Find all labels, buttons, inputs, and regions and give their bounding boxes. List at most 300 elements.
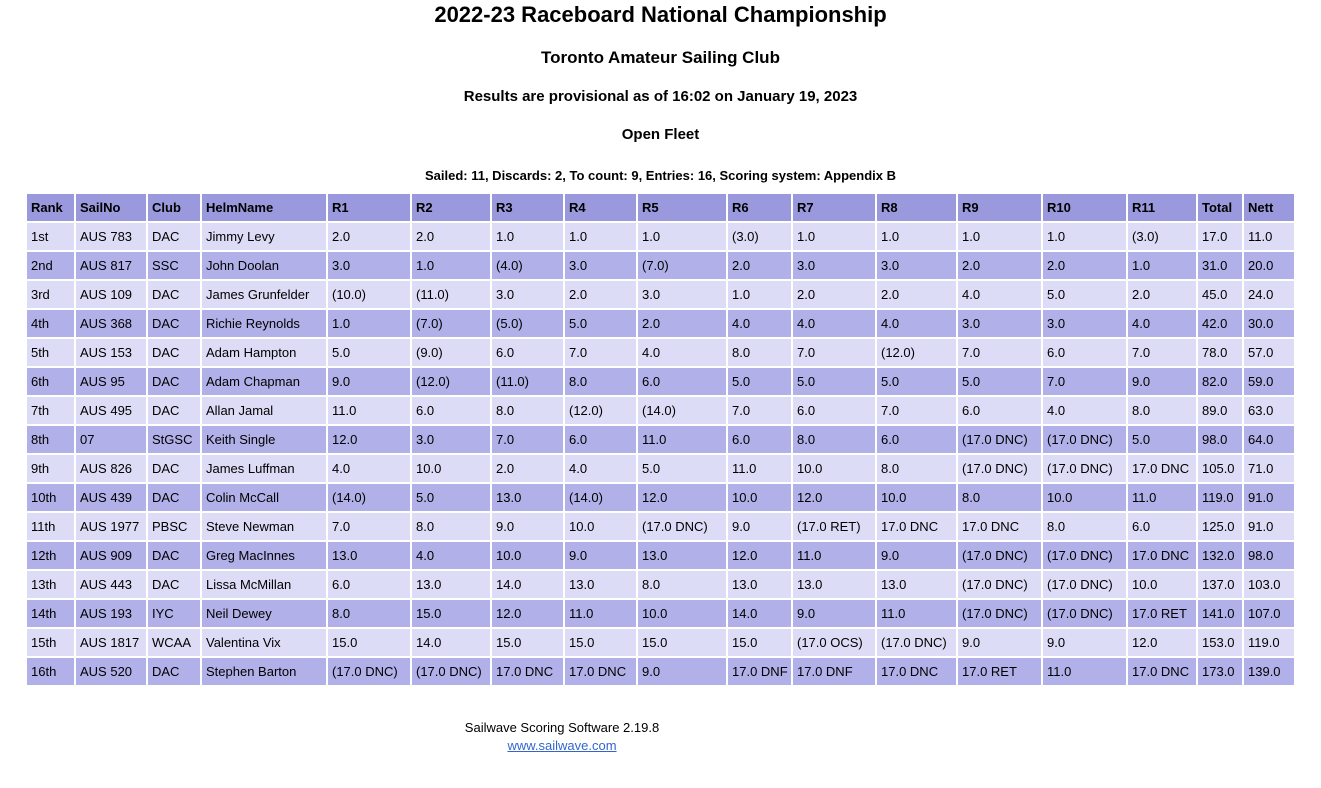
cell-r2: 5.0 — [412, 484, 490, 511]
cell-r9: 17.0 DNC — [958, 513, 1041, 540]
cell-r8: 6.0 — [877, 426, 956, 453]
cell-total: 153.0 — [1198, 629, 1242, 656]
cell-r7: 9.0 — [793, 600, 875, 627]
cell-r5: 12.0 — [638, 484, 726, 511]
cell-rank: 14th — [27, 600, 74, 627]
provisional-note: Results are provisional as of 16:02 on January 19, 2023 — [463, 88, 858, 105]
page-title: 2022-23 Raceboard National Championship — [434, 2, 887, 27]
cell-nett: 57.0 — [1244, 339, 1294, 366]
cell-total: 125.0 — [1198, 513, 1242, 540]
cell-helmname: Allan Jamal — [202, 397, 326, 424]
cell-sailno: 07 — [76, 426, 146, 453]
cell-r11: 1.0 — [1128, 252, 1196, 279]
cell-total: 45.0 — [1198, 281, 1242, 308]
cell-r2: (9.0) — [412, 339, 490, 366]
software-credit: Sailwave Scoring Software 2.19.8 — [464, 720, 660, 735]
cell-club: DAC — [148, 368, 200, 395]
cell-r4: 3.0 — [565, 252, 636, 279]
cell-r11: 2.0 — [1128, 281, 1196, 308]
column-header-r5: R5 — [638, 194, 726, 221]
cell-r8: 10.0 — [877, 484, 956, 511]
cell-total: 141.0 — [1198, 600, 1242, 627]
cell-r10: 1.0 — [1043, 223, 1126, 250]
cell-r3: 9.0 — [492, 513, 563, 540]
table-row — [27, 600, 1294, 627]
cell-r1: 2.0 — [328, 223, 410, 250]
cell-nett: 71.0 — [1244, 455, 1294, 482]
cell-club: DAC — [148, 310, 200, 337]
cell-helmname: Adam Hampton — [202, 339, 326, 366]
table-row — [27, 368, 1294, 395]
cell-sailno: AUS 1977 — [76, 513, 146, 540]
cell-r3: 8.0 — [492, 397, 563, 424]
cell-r7: 10.0 — [793, 455, 875, 482]
cell-r6: 15.0 — [728, 629, 791, 656]
cell-r2: (11.0) — [412, 281, 490, 308]
cell-helmname: Adam Chapman — [202, 368, 326, 395]
cell-r5: 13.0 — [638, 542, 726, 569]
cell-club: IYC — [148, 600, 200, 627]
cell-r8: 13.0 — [877, 571, 956, 598]
cell-helmname: Neil Dewey — [202, 600, 326, 627]
cell-r5: 10.0 — [638, 600, 726, 627]
cell-club: PBSC — [148, 513, 200, 540]
cell-r10: 8.0 — [1043, 513, 1126, 540]
cell-r7: 12.0 — [793, 484, 875, 511]
cell-r3: 15.0 — [492, 629, 563, 656]
results-table — [25, 192, 1296, 687]
cell-r6: 11.0 — [728, 455, 791, 482]
cell-total: 89.0 — [1198, 397, 1242, 424]
cell-r3: 17.0 DNC — [492, 658, 563, 685]
column-header-r9: R9 — [958, 194, 1041, 221]
cell-r6: (3.0) — [728, 223, 791, 250]
cell-r8: 11.0 — [877, 600, 956, 627]
cell-r11: 9.0 — [1128, 368, 1196, 395]
cell-r8: 9.0 — [877, 542, 956, 569]
cell-r10: 9.0 — [1043, 629, 1126, 656]
cell-nett: 59.0 — [1244, 368, 1294, 395]
cell-r6: 9.0 — [728, 513, 791, 540]
cell-club: DAC — [148, 223, 200, 250]
footer — [0, 719, 1124, 755]
table-row — [27, 542, 1294, 569]
cell-r7: 13.0 — [793, 571, 875, 598]
cell-r4: 1.0 — [565, 223, 636, 250]
cell-total: 31.0 — [1198, 252, 1242, 279]
cell-r2: (7.0) — [412, 310, 490, 337]
cell-r10: 10.0 — [1043, 484, 1126, 511]
cell-r10: (17.0 DNC) — [1043, 455, 1126, 482]
cell-r1: 9.0 — [328, 368, 410, 395]
cell-r5: (7.0) — [638, 252, 726, 279]
cell-r5: (17.0 DNC) — [638, 513, 726, 540]
table-body — [27, 223, 1294, 685]
cell-r10: 7.0 — [1043, 368, 1126, 395]
column-header-helmname: HelmName — [202, 194, 326, 221]
cell-r11: 6.0 — [1128, 513, 1196, 540]
cell-r11: 17.0 DNC — [1128, 455, 1196, 482]
cell-r9: (17.0 DNC) — [958, 455, 1041, 482]
cell-helmname: Richie Reynolds — [202, 310, 326, 337]
cell-r8: 17.0 DNC — [877, 658, 956, 685]
cell-helmname: James Luffman — [202, 455, 326, 482]
cell-r8: 7.0 — [877, 397, 956, 424]
cell-r8: (17.0 DNC) — [877, 629, 956, 656]
cell-r3: 1.0 — [492, 223, 563, 250]
cell-r11: 17.0 DNC — [1128, 658, 1196, 685]
column-header-total: Total — [1198, 194, 1242, 221]
cell-r6: 8.0 — [728, 339, 791, 366]
column-header-r7: R7 — [793, 194, 875, 221]
cell-r8: 3.0 — [877, 252, 956, 279]
cell-r5: (14.0) — [638, 397, 726, 424]
cell-r9: 8.0 — [958, 484, 1041, 511]
cell-r3: 6.0 — [492, 339, 563, 366]
cell-r4: (12.0) — [565, 397, 636, 424]
column-header-r10: R10 — [1043, 194, 1126, 221]
cell-rank: 16th — [27, 658, 74, 685]
cell-r6: 13.0 — [728, 571, 791, 598]
cell-nett: 64.0 — [1244, 426, 1294, 453]
cell-r9: 1.0 — [958, 223, 1041, 250]
cell-total: 17.0 — [1198, 223, 1242, 250]
cell-r1: 13.0 — [328, 542, 410, 569]
cell-r1: 7.0 — [328, 513, 410, 540]
cell-total: 137.0 — [1198, 571, 1242, 598]
cell-r4: 11.0 — [565, 600, 636, 627]
cell-sailno: AUS 109 — [76, 281, 146, 308]
cell-r9: (17.0 DNC) — [958, 600, 1041, 627]
cell-rank: 9th — [27, 455, 74, 482]
cell-r4: 17.0 DNC — [565, 658, 636, 685]
cell-rank: 3rd — [27, 281, 74, 308]
cell-nett: 139.0 — [1244, 658, 1294, 685]
cell-r9: 6.0 — [958, 397, 1041, 424]
cell-nett: 20.0 — [1244, 252, 1294, 279]
cell-r1: 11.0 — [328, 397, 410, 424]
cell-r11: 17.0 RET — [1128, 600, 1196, 627]
cell-total: 98.0 — [1198, 426, 1242, 453]
cell-r8: 17.0 DNC — [877, 513, 956, 540]
cell-helmname: Keith Single — [202, 426, 326, 453]
cell-r3: 3.0 — [492, 281, 563, 308]
cell-r6: 2.0 — [728, 252, 791, 279]
cell-r3: (4.0) — [492, 252, 563, 279]
cell-r4: 2.0 — [565, 281, 636, 308]
cell-r7: 7.0 — [793, 339, 875, 366]
table-row — [27, 426, 1294, 453]
cell-r6: 17.0 DNF — [728, 658, 791, 685]
cell-r8: 1.0 — [877, 223, 956, 250]
cell-r2: (17.0 DNC) — [412, 658, 490, 685]
cell-r9: (17.0 DNC) — [958, 542, 1041, 569]
cell-club: DAC — [148, 281, 200, 308]
cell-total: 132.0 — [1198, 542, 1242, 569]
cell-nett: 103.0 — [1244, 571, 1294, 598]
table-row — [27, 281, 1294, 308]
cell-r10: 4.0 — [1043, 397, 1126, 424]
cell-r7: 4.0 — [793, 310, 875, 337]
cell-r4: 10.0 — [565, 513, 636, 540]
cell-sailno: AUS 443 — [76, 571, 146, 598]
cell-rank: 15th — [27, 629, 74, 656]
cell-sailno: AUS 439 — [76, 484, 146, 511]
cell-r1: 3.0 — [328, 252, 410, 279]
cell-r1: 8.0 — [328, 600, 410, 627]
cell-r11: 7.0 — [1128, 339, 1196, 366]
cell-total: 42.0 — [1198, 310, 1242, 337]
column-header-r1: R1 — [328, 194, 410, 221]
cell-r3: 14.0 — [492, 571, 563, 598]
cell-rank: 1st — [27, 223, 74, 250]
column-header-r11: R11 — [1128, 194, 1196, 221]
cell-total: 82.0 — [1198, 368, 1242, 395]
cell-r8: 4.0 — [877, 310, 956, 337]
cell-r1: 15.0 — [328, 629, 410, 656]
cell-r5: 2.0 — [638, 310, 726, 337]
column-header-rank: Rank — [27, 194, 74, 221]
cell-rank: 4th — [27, 310, 74, 337]
cell-r5: 15.0 — [638, 629, 726, 656]
cell-r1: 1.0 — [328, 310, 410, 337]
cell-sailno: AUS 826 — [76, 455, 146, 482]
cell-r10: (17.0 DNC) — [1043, 542, 1126, 569]
cell-sailno: AUS 909 — [76, 542, 146, 569]
cell-r8: 8.0 — [877, 455, 956, 482]
column-header-sailno: SailNo — [76, 194, 146, 221]
cell-nett: 98.0 — [1244, 542, 1294, 569]
column-header-club: Club — [148, 194, 200, 221]
cell-r7: (17.0 RET) — [793, 513, 875, 540]
cell-r2: 2.0 — [412, 223, 490, 250]
cell-r8: 2.0 — [877, 281, 956, 308]
cell-r4: 8.0 — [565, 368, 636, 395]
cell-r1: 5.0 — [328, 339, 410, 366]
cell-r1: 4.0 — [328, 455, 410, 482]
cell-r8: (12.0) — [877, 339, 956, 366]
cell-club: WCAA — [148, 629, 200, 656]
club-name: Toronto Amateur Sailing Club — [541, 48, 780, 67]
cell-sailno: AUS 495 — [76, 397, 146, 424]
cell-r8: 5.0 — [877, 368, 956, 395]
cell-r4: 9.0 — [565, 542, 636, 569]
cell-r9: 9.0 — [958, 629, 1041, 656]
cell-r5: 4.0 — [638, 339, 726, 366]
cell-r2: 1.0 — [412, 252, 490, 279]
cell-r2: 4.0 — [412, 542, 490, 569]
cell-club: DAC — [148, 658, 200, 685]
cell-club: StGSC — [148, 426, 200, 453]
cell-sailno: AUS 95 — [76, 368, 146, 395]
table-row — [27, 252, 1294, 279]
cell-r3: 13.0 — [492, 484, 563, 511]
cell-r2: 10.0 — [412, 455, 490, 482]
cell-r2: 8.0 — [412, 513, 490, 540]
cell-r2: 14.0 — [412, 629, 490, 656]
cell-helmname: Steve Newman — [202, 513, 326, 540]
cell-r7: 11.0 — [793, 542, 875, 569]
cell-r10: (17.0 DNC) — [1043, 600, 1126, 627]
cell-total: 78.0 — [1198, 339, 1242, 366]
cell-r9: 3.0 — [958, 310, 1041, 337]
cell-nett: 63.0 — [1244, 397, 1294, 424]
cell-r1: 6.0 — [328, 571, 410, 598]
cell-r4: 13.0 — [565, 571, 636, 598]
cell-rank: 12th — [27, 542, 74, 569]
cell-nett: 91.0 — [1244, 513, 1294, 540]
cell-r7: 8.0 — [793, 426, 875, 453]
cell-r7: 3.0 — [793, 252, 875, 279]
cell-rank: 6th — [27, 368, 74, 395]
cell-nett: 24.0 — [1244, 281, 1294, 308]
cell-club: SSC — [148, 252, 200, 279]
cell-r9: 2.0 — [958, 252, 1041, 279]
cell-r9: 17.0 RET — [958, 658, 1041, 685]
cell-r5: 5.0 — [638, 455, 726, 482]
cell-r6: 1.0 — [728, 281, 791, 308]
cell-club: DAC — [148, 455, 200, 482]
cell-sailno: AUS 817 — [76, 252, 146, 279]
cell-r10: 2.0 — [1043, 252, 1126, 279]
column-header-r3: R3 — [492, 194, 563, 221]
cell-rank: 2nd — [27, 252, 74, 279]
page-header — [0, 2, 1321, 184]
cell-r9: 4.0 — [958, 281, 1041, 308]
cell-nett: 119.0 — [1244, 629, 1294, 656]
table-row — [27, 484, 1294, 511]
column-header-r4: R4 — [565, 194, 636, 221]
cell-r1: (10.0) — [328, 281, 410, 308]
cell-r5: 8.0 — [638, 571, 726, 598]
cell-r5: 11.0 — [638, 426, 726, 453]
cell-r6: 7.0 — [728, 397, 791, 424]
cell-r2: 13.0 — [412, 571, 490, 598]
cell-helmname: Stephen Barton — [202, 658, 326, 685]
cell-rank: 8th — [27, 426, 74, 453]
cell-r2: 15.0 — [412, 600, 490, 627]
cell-r3: 7.0 — [492, 426, 563, 453]
cell-sailno: AUS 1817 — [76, 629, 146, 656]
cell-total: 105.0 — [1198, 455, 1242, 482]
cell-r3: (11.0) — [492, 368, 563, 395]
cell-r10: (17.0 DNC) — [1043, 571, 1126, 598]
cell-r11: 8.0 — [1128, 397, 1196, 424]
cell-nett: 30.0 — [1244, 310, 1294, 337]
cell-r3: 12.0 — [492, 600, 563, 627]
cell-r7: 2.0 — [793, 281, 875, 308]
cell-r5: 6.0 — [638, 368, 726, 395]
cell-r10: 5.0 — [1043, 281, 1126, 308]
cell-r10: (17.0 DNC) — [1043, 426, 1126, 453]
cell-r9: (17.0 DNC) — [958, 426, 1041, 453]
column-header-nett: Nett — [1244, 194, 1294, 221]
column-header-r6: R6 — [728, 194, 791, 221]
cell-r11: 11.0 — [1128, 484, 1196, 511]
cell-r10: 11.0 — [1043, 658, 1126, 685]
cell-rank: 7th — [27, 397, 74, 424]
cell-r9: 7.0 — [958, 339, 1041, 366]
cell-helmname: Lissa McMillan — [202, 571, 326, 598]
cell-club: DAC — [148, 571, 200, 598]
cell-nett: 107.0 — [1244, 600, 1294, 627]
cell-r11: (3.0) — [1128, 223, 1196, 250]
table-row — [27, 571, 1294, 598]
cell-r11: 4.0 — [1128, 310, 1196, 337]
fleet-name: Open Fleet — [621, 126, 700, 143]
cell-r7: 6.0 — [793, 397, 875, 424]
cell-r5: 1.0 — [638, 223, 726, 250]
cell-r10: 3.0 — [1043, 310, 1126, 337]
column-header-r2: R2 — [412, 194, 490, 221]
cell-r5: 3.0 — [638, 281, 726, 308]
cell-helmname: Greg MacInnes — [202, 542, 326, 569]
series-summary: Sailed: 11, Discards: 2, To count: 9, Entries: 16, Scoring system: Appendix B — [424, 168, 896, 183]
table-row — [27, 397, 1294, 424]
cell-r6: 10.0 — [728, 484, 791, 511]
cell-r4: 6.0 — [565, 426, 636, 453]
cell-club: DAC — [148, 484, 200, 511]
table-header-row — [27, 194, 1294, 221]
cell-sailno: AUS 520 — [76, 658, 146, 685]
cell-total: 119.0 — [1198, 484, 1242, 511]
cell-r6: 5.0 — [728, 368, 791, 395]
cell-r9: 5.0 — [958, 368, 1041, 395]
cell-r11: 10.0 — [1128, 571, 1196, 598]
cell-r6: 6.0 — [728, 426, 791, 453]
cell-club: DAC — [148, 339, 200, 366]
cell-r6: 14.0 — [728, 600, 791, 627]
sailwave-link[interactable]: www.sailwave.com — [507, 738, 617, 753]
cell-r4: 15.0 — [565, 629, 636, 656]
cell-sailno: AUS 153 — [76, 339, 146, 366]
cell-rank: 10th — [27, 484, 74, 511]
table-row — [27, 339, 1294, 366]
cell-helmname: Valentina Vix — [202, 629, 326, 656]
cell-helmname: Colin McCall — [202, 484, 326, 511]
cell-nett: 91.0 — [1244, 484, 1294, 511]
cell-nett: 11.0 — [1244, 223, 1294, 250]
cell-r3: 10.0 — [492, 542, 563, 569]
cell-r9: (17.0 DNC) — [958, 571, 1041, 598]
cell-r7: 5.0 — [793, 368, 875, 395]
cell-r1: (14.0) — [328, 484, 410, 511]
cell-r3: (5.0) — [492, 310, 563, 337]
cell-rank: 11th — [27, 513, 74, 540]
cell-r11: 12.0 — [1128, 629, 1196, 656]
cell-r2: (12.0) — [412, 368, 490, 395]
cell-r1: (17.0 DNC) — [328, 658, 410, 685]
cell-r10: 6.0 — [1043, 339, 1126, 366]
cell-helmname: Jimmy Levy — [202, 223, 326, 250]
cell-total: 173.0 — [1198, 658, 1242, 685]
cell-r3: 2.0 — [492, 455, 563, 482]
cell-helmname: James Grunfelder — [202, 281, 326, 308]
table-row — [27, 223, 1294, 250]
cell-club: DAC — [148, 542, 200, 569]
cell-r4: 4.0 — [565, 455, 636, 482]
table-row — [27, 455, 1294, 482]
cell-sailno: AUS 368 — [76, 310, 146, 337]
cell-sailno: AUS 193 — [76, 600, 146, 627]
cell-helmname: John Doolan — [202, 252, 326, 279]
cell-r1: 12.0 — [328, 426, 410, 453]
cell-r7: (17.0 OCS) — [793, 629, 875, 656]
cell-r6: 12.0 — [728, 542, 791, 569]
table-row — [27, 629, 1294, 656]
table-row — [27, 513, 1294, 540]
cell-r11: 5.0 — [1128, 426, 1196, 453]
